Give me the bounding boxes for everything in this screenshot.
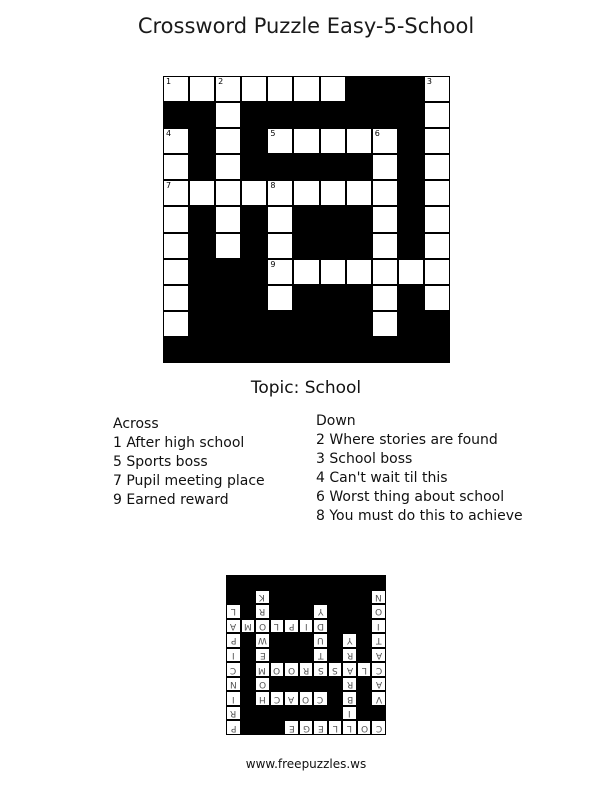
- key-block-cell: [241, 590, 256, 605]
- grid-entry-cell[interactable]: [215, 76, 241, 102]
- across-heading: Across: [113, 416, 159, 432]
- key-letter-cell: A: [342, 662, 357, 677]
- key-block-cell: [313, 575, 328, 590]
- key-letter-cell: C: [371, 720, 386, 735]
- key-letter-cell: P: [226, 633, 241, 648]
- key-block-cell: [226, 590, 241, 605]
- key-block-cell: [270, 677, 285, 692]
- grid-entry-cell[interactable]: [320, 128, 346, 154]
- topic-label: Topic: School: [250, 378, 362, 398]
- key-letter-cell: C: [270, 691, 285, 706]
- key-letter-cell: E: [255, 648, 270, 663]
- grid-block-cell: [372, 337, 398, 363]
- grid-entry-cell[interactable]: [372, 233, 398, 259]
- key-block-cell: [284, 706, 299, 721]
- key-block-cell: [270, 590, 285, 605]
- key-block-cell: [357, 619, 372, 634]
- grid-entry-cell[interactable]: [267, 285, 293, 311]
- grid-block-cell: [320, 233, 346, 259]
- grid-block-cell: [320, 337, 346, 363]
- grid-block-cell: [215, 311, 241, 337]
- key-letter-cell: I: [371, 619, 386, 634]
- key-letter-cell: N: [226, 677, 241, 692]
- grid-block-cell: [241, 206, 267, 232]
- key-block-cell: [328, 575, 343, 590]
- grid-entry-cell[interactable]: [189, 180, 215, 206]
- grid-entry-cell[interactable]: [372, 128, 398, 154]
- grid-block-cell: [215, 337, 241, 363]
- across-clue: 9 Earned reward: [113, 492, 229, 508]
- key-letter-cell: A: [226, 619, 241, 634]
- key-block-cell: [255, 706, 270, 721]
- key-letter-cell: O: [284, 662, 299, 677]
- key-block-cell: [371, 706, 386, 721]
- grid-block-cell: [189, 154, 215, 180]
- grid-block-cell: [241, 285, 267, 311]
- key-block-cell: [226, 575, 241, 590]
- key-letter-cell: L: [342, 720, 357, 735]
- clue-number: 2: [218, 77, 224, 86]
- key-block-cell: [299, 590, 314, 605]
- key-letter-cell: O: [299, 691, 314, 706]
- down-clue: 2 Where stories are found: [316, 432, 498, 448]
- key-letter-cell: T: [371, 633, 386, 648]
- grid-entry-cell[interactable]: [372, 154, 398, 180]
- grid-entry-cell[interactable]: [372, 259, 398, 285]
- grid-block-cell: [293, 233, 319, 259]
- grid-entry-cell[interactable]: [189, 76, 215, 102]
- key-letter-cell: D: [313, 619, 328, 634]
- key-block-cell: [241, 720, 256, 735]
- key-letter-cell: M: [241, 619, 256, 634]
- grid-block-cell: [346, 154, 372, 180]
- key-letter-cell: C: [226, 662, 241, 677]
- key-block-cell: [241, 648, 256, 663]
- key-letter-cell: O: [255, 619, 270, 634]
- key-letter-cell: R: [299, 662, 314, 677]
- grid-entry-cell[interactable]: [372, 285, 398, 311]
- grid-block-cell: [346, 102, 372, 128]
- across-clue: 1 After high school: [113, 435, 245, 451]
- clue-number: 1: [166, 77, 172, 86]
- grid-block-cell: [215, 285, 241, 311]
- grid-entry-cell[interactable]: [293, 128, 319, 154]
- grid-block-cell: [241, 337, 267, 363]
- key-letter-cell: K: [255, 590, 270, 605]
- key-block-cell: [357, 604, 372, 619]
- key-block-cell: [328, 633, 343, 648]
- key-block-cell: [357, 633, 372, 648]
- grid-block-cell: [424, 337, 450, 363]
- key-letter-cell: A: [284, 691, 299, 706]
- grid-entry-cell[interactable]: [215, 206, 241, 232]
- across-clue: 7 Pupil meeting place: [113, 473, 265, 489]
- grid-block-cell: [267, 311, 293, 337]
- grid-entry-cell[interactable]: [163, 180, 189, 206]
- grid-entry-cell[interactable]: [346, 180, 372, 206]
- key-letter-cell: L: [357, 662, 372, 677]
- grid-entry-cell[interactable]: [293, 259, 319, 285]
- key-block-cell: [328, 648, 343, 663]
- key-block-cell: [342, 575, 357, 590]
- grid-entry-cell[interactable]: [215, 180, 241, 206]
- key-letter-cell: H: [255, 691, 270, 706]
- down-clue: 3 School boss: [316, 451, 413, 467]
- grid-block-cell: [267, 337, 293, 363]
- key-block-cell: [299, 633, 314, 648]
- key-letter-cell: O: [357, 720, 372, 735]
- grid-block-cell: [267, 102, 293, 128]
- grid-block-cell: [372, 102, 398, 128]
- footer-url: www.freepuzzles.ws: [245, 757, 367, 771]
- grid-block-cell: [346, 76, 372, 102]
- clue-number: 7: [166, 181, 172, 191]
- grid-entry-cell[interactable]: [424, 233, 450, 259]
- key-block-cell: [299, 677, 314, 692]
- key-block-cell: [284, 575, 299, 590]
- key-letter-cell: T: [313, 648, 328, 663]
- grid-block-cell: [398, 180, 424, 206]
- key-block-cell: [241, 677, 256, 692]
- grid-entry-cell[interactable]: [267, 233, 293, 259]
- key-block-cell: [284, 590, 299, 605]
- key-block-cell: [328, 677, 343, 692]
- grid-block-cell: [293, 337, 319, 363]
- grid-entry-cell[interactable]: [424, 128, 450, 154]
- key-block-cell: [342, 590, 357, 605]
- across-clue: 5 Sports boss: [113, 454, 208, 470]
- grid-entry-cell[interactable]: [215, 154, 241, 180]
- key-letter-cell: L: [226, 604, 241, 619]
- grid-block-cell: [241, 128, 267, 154]
- key-block-cell: [241, 691, 256, 706]
- grid-entry-cell[interactable]: [293, 76, 319, 102]
- key-block-cell: [328, 619, 343, 634]
- key-letter-cell: R: [255, 604, 270, 619]
- grid-entry-cell[interactable]: [163, 206, 189, 232]
- grid-block-cell: [267, 154, 293, 180]
- grid-block-cell: [398, 154, 424, 180]
- key-letter-cell: B: [342, 691, 357, 706]
- grid-entry-cell[interactable]: [398, 259, 424, 285]
- grid-block-cell: [398, 285, 424, 311]
- key-block-cell: [270, 720, 285, 735]
- key-letter-cell: C: [371, 662, 386, 677]
- key-letter-cell: W: [255, 633, 270, 648]
- grid-block-cell: [320, 285, 346, 311]
- clue-number: 6: [374, 129, 380, 139]
- key-letter-cell: L: [270, 619, 285, 634]
- key-block-cell: [313, 590, 328, 605]
- grid-entry-cell[interactable]: [163, 285, 189, 311]
- key-block-cell: [255, 575, 270, 590]
- grid-block-cell: [215, 259, 241, 285]
- key-block-cell: [270, 706, 285, 721]
- grid-entry-cell[interactable]: [241, 180, 267, 206]
- key-block-cell: [241, 633, 256, 648]
- key-block-cell: [371, 575, 386, 590]
- crossword-grid: [163, 76, 450, 363]
- grid-entry-cell[interactable]: [372, 180, 398, 206]
- key-block-cell: [328, 590, 343, 605]
- key-letter-cell: E: [284, 720, 299, 735]
- key-block-cell: [299, 706, 314, 721]
- key-block-cell: [357, 706, 372, 721]
- grid-block-cell: [424, 311, 450, 337]
- grid-entry-cell[interactable]: [424, 76, 450, 102]
- grid-entry-cell[interactable]: [163, 259, 189, 285]
- key-block-cell: [342, 619, 357, 634]
- key-block-cell: [284, 633, 299, 648]
- key-block-cell: [299, 604, 314, 619]
- key-letter-cell: M: [255, 662, 270, 677]
- key-block-cell: [270, 633, 285, 648]
- key-letter-cell: I: [342, 706, 357, 721]
- grid-block-cell: [346, 285, 372, 311]
- grid-entry-cell[interactable]: [267, 128, 293, 154]
- key-letter-cell: E: [313, 720, 328, 735]
- key-letter-cell: R: [226, 706, 241, 721]
- key-letter-cell: I: [226, 691, 241, 706]
- grid-block-cell: [163, 337, 189, 363]
- key-letter-cell: O: [270, 662, 285, 677]
- grid-entry-cell[interactable]: [267, 259, 293, 285]
- grid-entry-cell[interactable]: [424, 154, 450, 180]
- grid-entry-cell[interactable]: [320, 76, 346, 102]
- key-block-cell: [357, 575, 372, 590]
- grid-entry-cell[interactable]: [424, 206, 450, 232]
- clue-number: 8: [270, 181, 276, 191]
- puzzle-title: Crossword Puzzle Easy-5-School: [137, 14, 475, 38]
- clue-number: 3: [426, 77, 432, 86]
- grid-entry-cell[interactable]: [424, 180, 450, 206]
- clue-number: 9: [270, 259, 276, 269]
- key-block-cell: [241, 604, 256, 619]
- grid-entry-cell[interactable]: [215, 233, 241, 259]
- grid-block-cell: [293, 311, 319, 337]
- grid-block-cell: [189, 128, 215, 154]
- grid-block-cell: [293, 285, 319, 311]
- key-block-cell: [241, 662, 256, 677]
- grid-entry-cell[interactable]: [346, 128, 372, 154]
- key-block-cell: [299, 648, 314, 663]
- grid-entry-cell[interactable]: [320, 259, 346, 285]
- grid-entry-cell[interactable]: [163, 233, 189, 259]
- down-clue: 6 Worst thing about school: [316, 489, 505, 505]
- grid-block-cell: [320, 311, 346, 337]
- down-clues: [316, 412, 523, 526]
- grid-block-cell: [398, 337, 424, 363]
- key-block-cell: [357, 648, 372, 663]
- answer-key-grid: [226, 575, 386, 735]
- down-heading: Down: [316, 413, 356, 429]
- key-block-cell: [255, 720, 270, 735]
- key-letter-cell: I: [299, 619, 314, 634]
- grid-entry-cell[interactable]: [215, 102, 241, 128]
- clue-number: 4: [166, 129, 172, 139]
- key-letter-cell: A: [371, 648, 386, 663]
- grid-block-cell: [398, 233, 424, 259]
- grid-block-cell: [398, 76, 424, 102]
- grid-entry-cell[interactable]: [267, 76, 293, 102]
- key-block-cell: [241, 706, 256, 721]
- grid-block-cell: [372, 76, 398, 102]
- key-letter-cell: U: [313, 633, 328, 648]
- grid-entry-cell[interactable]: [320, 180, 346, 206]
- key-letter-cell: R: [342, 677, 357, 692]
- grid-block-cell: [346, 337, 372, 363]
- key-block-cell: [357, 677, 372, 692]
- grid-block-cell: [189, 206, 215, 232]
- key-block-cell: [313, 706, 328, 721]
- grid-block-cell: [241, 102, 267, 128]
- grid-block-cell: [189, 259, 215, 285]
- grid-block-cell: [189, 311, 215, 337]
- key-block-cell: [270, 648, 285, 663]
- key-letter-cell: C: [313, 691, 328, 706]
- down-clue: 4 Can't wait til this: [316, 470, 448, 486]
- key-letter-cell: P: [284, 619, 299, 634]
- grid-entry-cell[interactable]: [424, 285, 450, 311]
- grid-block-cell: [293, 102, 319, 128]
- key-block-cell: [241, 575, 256, 590]
- grid-block-cell: [398, 206, 424, 232]
- key-letter-cell: S: [328, 662, 343, 677]
- key-block-cell: [284, 648, 299, 663]
- key-letter-cell: O: [255, 677, 270, 692]
- grid-block-cell: [189, 102, 215, 128]
- grid-entry-cell[interactable]: [424, 102, 450, 128]
- grid-entry-cell[interactable]: [163, 128, 189, 154]
- grid-entry-cell[interactable]: [163, 76, 189, 102]
- grid-block-cell: [398, 102, 424, 128]
- grid-entry-cell[interactable]: [267, 206, 293, 232]
- key-letter-cell: S: [313, 662, 328, 677]
- key-block-cell: [357, 590, 372, 605]
- grid-block-cell: [320, 154, 346, 180]
- grid-block-cell: [398, 311, 424, 337]
- key-block-cell: [299, 575, 314, 590]
- grid-entry-cell[interactable]: [293, 180, 319, 206]
- key-block-cell: [270, 575, 285, 590]
- grid-block-cell: [346, 206, 372, 232]
- grid-block-cell: [241, 154, 267, 180]
- key-letter-cell: Y: [313, 604, 328, 619]
- grid-entry-cell[interactable]: [372, 206, 398, 232]
- grid-entry-cell[interactable]: [163, 311, 189, 337]
- key-letter-cell: N: [371, 590, 386, 605]
- grid-entry-cell[interactable]: [372, 311, 398, 337]
- key-block-cell: [342, 604, 357, 619]
- grid-block-cell: [398, 128, 424, 154]
- key-letter-cell: A: [371, 677, 386, 692]
- key-block-cell: [328, 706, 343, 721]
- grid-entry-cell[interactable]: [163, 154, 189, 180]
- grid-block-cell: [241, 259, 267, 285]
- grid-entry-cell[interactable]: [241, 76, 267, 102]
- grid-entry-cell[interactable]: [424, 259, 450, 285]
- key-letter-cell: G: [299, 720, 314, 735]
- key-letter-cell: R: [342, 648, 357, 663]
- clue-number: 5: [270, 129, 276, 139]
- grid-block-cell: [346, 233, 372, 259]
- across-clues: [113, 415, 265, 510]
- key-block-cell: [328, 604, 343, 619]
- key-block-cell: [328, 691, 343, 706]
- grid-block-cell: [320, 102, 346, 128]
- grid-entry-cell[interactable]: [215, 128, 241, 154]
- key-block-cell: [284, 677, 299, 692]
- grid-block-cell: [189, 285, 215, 311]
- down-clue: 8 You must do this to achieve: [316, 508, 523, 524]
- key-block-cell: [357, 691, 372, 706]
- grid-block-cell: [189, 233, 215, 259]
- key-letter-cell: V: [371, 691, 386, 706]
- grid-block-cell: [293, 206, 319, 232]
- grid-block-cell: [163, 102, 189, 128]
- grid-block-cell: [346, 311, 372, 337]
- key-letter-cell: Y: [342, 633, 357, 648]
- grid-block-cell: [293, 154, 319, 180]
- key-block-cell: [284, 604, 299, 619]
- grid-block-cell: [189, 337, 215, 363]
- key-block-cell: [313, 677, 328, 692]
- key-letter-cell: P: [226, 720, 241, 735]
- key-block-cell: [270, 604, 285, 619]
- key-letter-cell: O: [371, 604, 386, 619]
- key-letter-cell: I: [226, 648, 241, 663]
- key-letter-cell: L: [328, 720, 343, 735]
- grid-block-cell: [241, 233, 267, 259]
- grid-entry-cell[interactable]: [267, 180, 293, 206]
- grid-block-cell: [320, 206, 346, 232]
- grid-block-cell: [241, 311, 267, 337]
- grid-entry-cell[interactable]: [346, 259, 372, 285]
